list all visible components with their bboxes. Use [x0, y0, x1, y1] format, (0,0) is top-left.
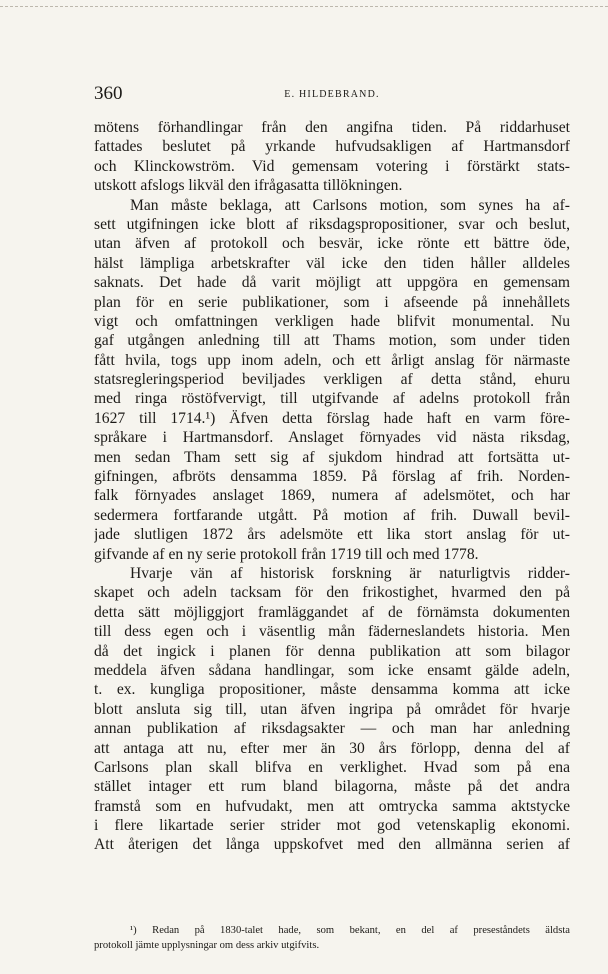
- text-line: utan äfven af protokoll och besvär, icke rönte ett bättre öde,: [94, 235, 570, 253]
- text-line: stället intager ett rum bland bilagorna, måste på det andra: [94, 778, 570, 796]
- text-line: Att återigen det långa uppskofvet med den allmänna serien af: [94, 836, 570, 854]
- text-line: till dess egen och i väsentlig mån fäderneslandets historia. Men: [94, 623, 570, 641]
- text-line: statsregleringsperiod beviljades verkligen af detta stånd, ehuru: [94, 371, 570, 389]
- text-line: detta sätt möjliggjort framläggandet af de förnämsta dokumenten: [94, 603, 570, 621]
- text-line: skapet och adeln tacksam för den frikostighet, hvarmed den på: [94, 584, 570, 602]
- page-header: [94, 83, 570, 109]
- text-line: falk förnyades anslaget 1869, numera af adelsmötet, och har: [94, 487, 570, 505]
- footnote: [94, 923, 570, 953]
- scan-top-edge: [0, 6, 608, 7]
- text-line: gifningen, afbröts densamma 1859. På förslag af frih. Norden-: [94, 468, 570, 486]
- text-line: men sedan Tham sett sig af sjukdom hindrad att fortsätta ut-: [94, 448, 570, 466]
- text-line: och Klinckowström. Vid gemensam votering i förstärkt stats-: [94, 157, 570, 175]
- footnote-line: ¹) Redan på 1830-talet hade, som bekant, en del af preseståndets äldsta: [130, 925, 570, 936]
- text-line: t. ex. kungliga propositioner, måste densamma komma att icke: [94, 681, 570, 699]
- text-line: jade slutligen 1872 års adelsmöte ett lika stort anslag för ut-: [94, 526, 570, 544]
- text-line: framstå som en hufvudakt, men att omtrycka samma aktstycke: [94, 797, 570, 815]
- text-line: annan publikation af riksdagsakter — och man har anledning: [94, 720, 570, 738]
- text-line: fattades beslutet på yrkande hufvudsakligen af Hartmansdorf: [94, 138, 570, 156]
- text-line: blott ansluta sig till, utan äfven ingripa på området för hvarje: [94, 700, 570, 718]
- text-line: mötens förhandlingar från den angifna tiden. På riddarhuset: [94, 119, 570, 136]
- text-line: Carlsons plan skall blifva en verklighet. Hvad som på ena: [94, 758, 570, 776]
- text-line: gaf utgången anledning till att Thams motion, som under tiden: [94, 332, 570, 350]
- text-line: plan för en serie publikationer, som i afseende på innehållets: [94, 293, 570, 311]
- text-line: språkare i Hartmansdorf. Anslaget förnyades vid nästa riksdag,: [94, 429, 570, 447]
- text-line: i flere likartade serier strider mot god vetenskaplig ekonomi.: [94, 817, 570, 835]
- text-line: vigt och omfattningen verkligen hade blifvit monumental. Nu: [94, 312, 570, 330]
- text-line: saknats. Det hade då varit möjligt att uppgöra en gemensam: [94, 274, 570, 292]
- text-line: Hvarje vän af historisk forskning är naturligtvis ridder-: [130, 564, 570, 582]
- text-line: fått hvila, togs upp inom adeln, och ett årligt anslag för närmaste: [94, 351, 570, 369]
- body-text: [94, 118, 570, 855]
- text-line: då det ingick i planen för denna publikation att som bilagor: [94, 642, 570, 660]
- text-line: att antaga att nu, efter mer än 30 års förlopp, denna del af: [94, 739, 570, 757]
- text-line: 1627 till 1714.¹) Äfven detta förslag hade haft en varm före-: [94, 409, 570, 427]
- text-line: sedermera fortfarande utgått. På motion af frih. Duwall bevil-: [94, 506, 570, 524]
- text-line: med ringa röstöfvervigt, till utgifvande af adelns protokoll från: [94, 390, 570, 408]
- text-line: hälst lämpliga arbetskrafter väl icke den tiden håller alldeles: [94, 254, 570, 272]
- text-line: sett utgifningen icke blott af riksdagspropositioner, svar och beslut,: [94, 215, 570, 233]
- text-line: gifvande af en ny serie protokoll från 1719 till och med 1778.: [94, 545, 479, 563]
- running-title: E. HILDEBRAND.: [284, 89, 380, 100]
- text-line: meddela äfven sådana handlingar, som icke ensamt gälde adeln,: [94, 661, 570, 679]
- text-line: utskott afslogs likväl den ifrågasatta tillökningen.: [94, 177, 403, 195]
- page-number: 360: [94, 83, 123, 104]
- text-line: Man måste beklaga, att Carlsons motion, som synes ha af-: [130, 196, 570, 214]
- footnote-line: protokoll jämte upplysningar om dess arkiv utgifvits.: [94, 940, 320, 951]
